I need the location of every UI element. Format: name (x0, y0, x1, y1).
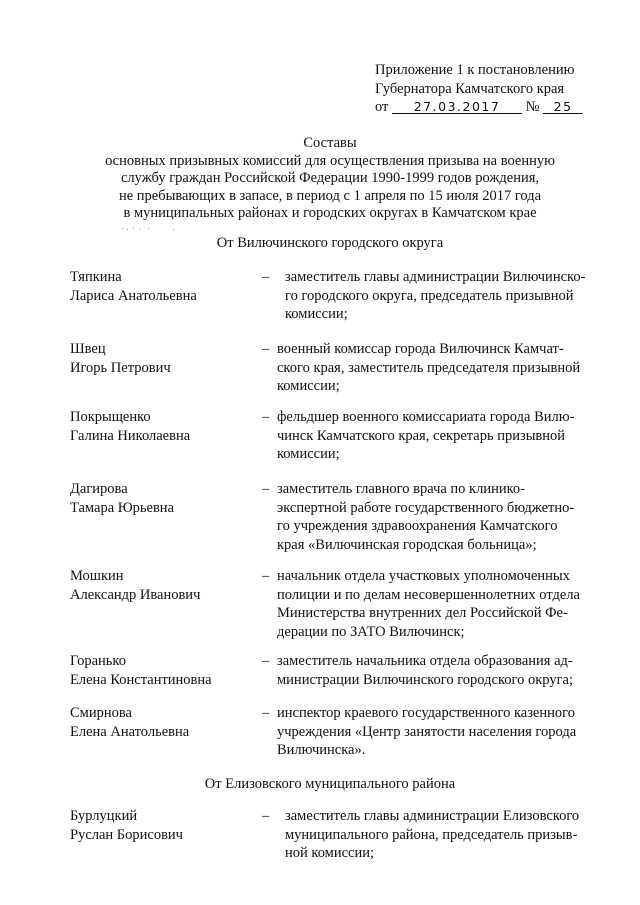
description-line: ной комиссии; (285, 845, 375, 861)
date-prefix: от (375, 99, 389, 115)
member-given-names: Елена Анатольевна (70, 723, 190, 740)
appendix-line-1: Приложение 1 к постановлению (375, 62, 575, 78)
description-line: учреждения «Центр занятости населения города (277, 723, 577, 740)
description-line: Вилючинска». (277, 742, 366, 758)
member-surname: Мошкин (70, 568, 124, 584)
decree-number: 25 (543, 100, 583, 114)
title-line-5: в муниципальных районах и городских округах в Камчатском крае (123, 205, 537, 222)
member-dash: – (262, 808, 270, 824)
section-heading-yelizovo: От Елизовского муниципального района (204, 776, 456, 792)
member-surname: Швец (70, 341, 106, 357)
member-name (70, 268, 197, 305)
title-line-4: не пребывающих в запасе, в период с 1 апреля по 15 июля 2017 года (118, 187, 542, 204)
member-description (277, 480, 588, 554)
description-line: военный комиссар города Вилючинск Камчат- (277, 341, 564, 357)
member-dash: – (262, 409, 270, 425)
member-name (70, 807, 183, 844)
description-line: заместитель главы администрации Елизовского (285, 808, 580, 824)
member-description (277, 704, 588, 760)
member-surname: Бурлуцкий (70, 808, 138, 824)
member-surname: Смирнова (70, 705, 132, 721)
title-line-2: основных призывных комиссий для осуществления призыва на военную (105, 152, 555, 169)
description-line: полиции и по делам несовершеннолетних отдела (277, 586, 580, 603)
description-line: го учреждения здравоохранения Камчатского (277, 518, 558, 534)
member-surname: Дагирова (70, 481, 128, 497)
description-line: комиссии; (285, 306, 348, 322)
description-line: заместитель главы администрации Вилючинско- (285, 269, 586, 285)
decree-date: 27.03.2017 (392, 100, 522, 114)
description-line: заместитель главного врача по клинико- (277, 481, 526, 497)
scan-speck (118, 227, 178, 231)
document-title (40, 135, 620, 223)
member-name (70, 567, 200, 604)
member-given-names: Александр Иванович (70, 586, 201, 603)
member-dash: – (262, 568, 270, 584)
number-prefix: № (525, 99, 540, 115)
member-name (70, 480, 174, 517)
member-dash: – (262, 481, 270, 497)
member-given-names: Лариса Анатольевна (70, 287, 197, 304)
member-given-names: Тамара Юрьевна (70, 499, 174, 516)
description-line: чинск Камчатского края, секретарь призывной (277, 427, 566, 444)
member-given-names: Галина Николаевна (70, 427, 191, 444)
description-line: Министерства внутренних дел Российской Фе- (277, 605, 568, 621)
description-line: комиссии; (277, 378, 340, 394)
member-dash: – (262, 653, 270, 669)
description-line: фельдшер военного комиссариата города Вилю- (277, 409, 575, 425)
member-given-names: Елена Константиновна (70, 671, 212, 688)
description-line: комиссии; (277, 446, 340, 462)
title-line-3: службу граждан Российской Федерации 1990-1999 годов рождения, (120, 170, 540, 187)
member-dash: – (262, 705, 270, 721)
description-line: дерации по ЗАТО Вилючинск; (277, 623, 465, 640)
member-description (277, 408, 588, 464)
description-line: го городского округа, председатель призывной (285, 287, 574, 304)
member-description (285, 268, 588, 324)
description-line: инспектор краевого государственного казенного (277, 705, 575, 721)
member-name (70, 652, 212, 689)
member-description (277, 340, 588, 396)
member-given-names: Игорь Петрович (70, 359, 171, 376)
description-line: ского края, заместитель председателя призывной (277, 359, 581, 376)
appendix-date-line (375, 98, 615, 117)
member-description (285, 807, 588, 863)
member-dash: – (262, 269, 270, 285)
member-given-names: Руслан Борисович (70, 826, 183, 843)
member-surname: Горанько (70, 653, 126, 669)
description-line: заместитель начальника отдела образования ад- (277, 653, 573, 669)
member-description (277, 652, 588, 689)
description-line: министрации Вилючинского городского округа; (277, 671, 573, 688)
description-line: муниципального района, председатель призыв- (285, 826, 578, 843)
section-heading-vilyuchinsk: От Вилючинского городского округа (216, 235, 444, 251)
appendix-reference (375, 61, 615, 117)
member-name (70, 340, 171, 377)
member-dash: – (262, 341, 270, 357)
member-surname: Покрыщенко (70, 409, 151, 425)
description-line: начальник отдела участковых уполномоченных (277, 568, 570, 584)
member-surname: Тяпкина (70, 269, 122, 285)
description-line: экспертной работе государственного бюджетно- (277, 499, 575, 516)
member-description (277, 567, 588, 641)
member-name (70, 408, 190, 445)
appendix-line-2: Губернатора Камчатского края (375, 80, 565, 97)
member-name (70, 704, 189, 741)
description-line: края «Вилючинская городская больница»; (277, 536, 537, 553)
title-line-1: Составы (303, 135, 357, 151)
